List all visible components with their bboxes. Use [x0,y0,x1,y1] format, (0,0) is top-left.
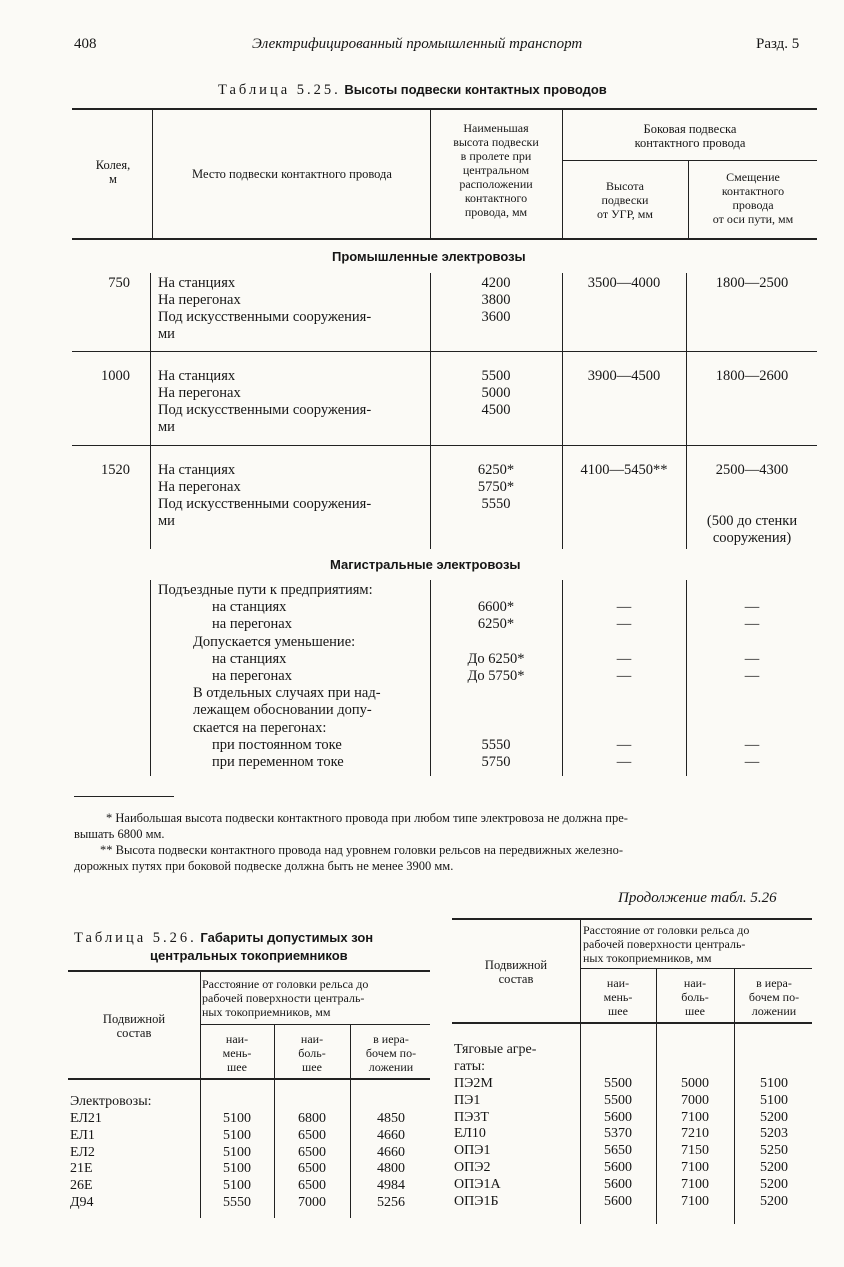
mainline-side-offset: — [744,650,760,667]
header-col-rule-1 [152,108,153,238]
header-col-rule-3 [562,108,563,238]
stock-name: ПЭ1 [454,1092,481,1108]
stock-value: 7100 [681,1176,709,1192]
min-height-value: 6250* [477,462,515,478]
mainline-side-offset: — [744,599,760,616]
stock-value: 5250 [760,1143,788,1159]
stock-value: 7000 [298,1195,326,1210]
place-line: Под искусственными сооружения- [158,496,372,512]
min-height-value: 5750* [477,479,515,495]
table-526-caption [74,930,373,947]
stock-value: 5500 [604,1092,632,1108]
mainline-label: Подъездные пути к предприятиям: [158,582,373,598]
header-side-height-line: от УГР, мм [597,207,653,221]
header-side-offset-line: провода [732,198,774,212]
t526l-top-rule [68,970,430,972]
mainline-side-height: — [616,599,632,616]
stock-value: 5550 [223,1195,251,1210]
stock-name: ЕЛ2 [70,1144,95,1160]
header-stock-line: Подвижной [102,1012,166,1026]
header-side-height-line: Высота [606,179,644,193]
running-title: Электрифицированный промышленный транспорт [252,36,583,52]
min-height-cell [432,368,560,419]
header-max-line: наи- [683,976,707,990]
place-line: На перегонах [158,479,241,495]
header-side-line: Боковая подвеска [643,122,737,136]
header-min-line: наи- [606,976,630,990]
header-max-line: боль- [298,1046,326,1060]
header-distance-line: ных токоприемников, мм [202,1005,331,1019]
stock-value: 5100 [760,1092,788,1108]
header-col-rule-4 [688,160,689,238]
header-stock-line: состав [498,972,534,986]
stock-name: ЕЛ1 [70,1127,95,1143]
mainline-side-height: — [616,754,632,770]
mainline-side-height: — [616,736,632,753]
side-offset-value [688,496,816,513]
header-min-line: шее [608,1004,628,1018]
body-col-rule-4 [686,273,687,549]
t526l-group-label: Электровозы: [70,1094,152,1109]
header-place: Место подвески контактного провода [192,167,392,181]
body-col-rule-1 [150,273,151,549]
stock-value: 6500 [298,1127,326,1143]
header-side-offset-line: от оси пути, мм [712,212,794,226]
side-height-cell: 3500—4000 [587,275,661,291]
stock-name: 21Е [70,1161,93,1177]
t526l-header-rule [68,1078,430,1080]
place-line: На станциях [158,368,236,384]
stock-value: 5200 [760,1176,788,1192]
place-cell [158,462,371,530]
header-side-offset-line: Смещение [726,170,780,184]
place-cell [158,368,371,436]
header-working-line: в иера- [756,976,792,990]
stock-value: 5000 [681,1076,709,1091]
mainline-label: на станциях [212,650,287,667]
header-min-height-line: в пролете при [460,149,532,163]
mainline-side-offset: — [744,616,760,633]
header-side-height-line: подвески [601,193,649,207]
header-min-line: мень- [603,990,633,1004]
t526l-header-distance [202,977,428,1019]
header-distance-line: ных токоприемников, мм [583,951,712,965]
stock-value: 6800 [298,1111,326,1126]
mainline-side-offset: — [744,754,760,770]
stock-value: 5600 [604,1109,632,1125]
side-header-rule [562,160,817,161]
stock-value: 5100 [223,1111,251,1126]
page-number: 408 [74,36,97,52]
body-col-rule-2 [430,273,431,549]
footnote-line: вышать 6800 мм. [74,827,165,841]
header-side-height [564,179,686,221]
t526r-header-distance [583,923,811,965]
t526r-sub-rule [580,968,812,969]
header-max-line: шее [685,1004,705,1018]
footnote-line: ** Высота подвески контактного провода над уровнем головки рельсов на передвижных железно- [100,843,623,857]
stock-name: ПЭ3Т [454,1109,489,1125]
stock-value: 5200 [760,1160,788,1175]
stock-value: 5100 [223,1161,251,1177]
header-min-line: мень- [222,1046,252,1060]
section-mainline: Магистральные электровозы [330,557,521,572]
min-height-cell [432,275,560,326]
min-height-value: 3800 [481,292,511,308]
stock-value: 5100 [223,1178,251,1194]
header-stock-line: Подвижной [484,958,548,972]
header-min-height-line: Наименьшая [463,121,529,135]
header-working-line: ложении [368,1060,414,1074]
place-line: На перегонах [158,385,241,401]
table-526-number: Таблица 5.26. [74,930,197,946]
mainline-col-rule-1 [150,580,151,776]
place-line: Под искусственными сооружения- [158,309,372,325]
stock-name: ОПЭ2 [454,1160,491,1175]
mainline-label: на перегонах [212,668,292,684]
min-height-value: 5500 [481,368,511,384]
group-rule-2 [72,445,817,446]
header-min-height-line: расположении [459,177,533,191]
t526l-col-rule-1 [200,970,201,1218]
stock-value: 5600 [604,1193,632,1209]
header-distance-line: Расстояние от головки рельса до [583,923,750,937]
header-col-rule-2 [430,108,431,238]
stock-value: 5500 [604,1076,632,1091]
header-min-height-line: центральном [462,163,530,177]
header-min-height-line: контактного [464,191,528,205]
header-min-height-line: провода, мм [464,205,528,219]
stock-value: 5203 [760,1126,788,1142]
stock-value: 5256 [377,1195,405,1210]
header-distance-line: рабочей поверхности централь- [202,991,365,1005]
table-525-header-rule [72,238,817,240]
mainline-height: 6600* [477,599,515,616]
side-offset-value: 2500—4300 [715,462,789,478]
header-max-line: наи- [300,1032,324,1046]
stock-name: 26Е [70,1178,93,1194]
mainline-label: при постоянном токе [212,736,342,753]
mainline-col-rule-4 [686,580,687,776]
side-offset-value: (500 до стенки [706,513,798,529]
group-rule-1 [72,351,817,352]
header-min-line: шее [227,1060,247,1074]
stock-name: ПЭ2М [454,1076,493,1091]
min-height-value: 4200 [481,275,511,291]
stock-value: 7100 [681,1193,709,1209]
stock-name: ОПЭ1 [454,1143,491,1159]
min-height-value: 5550 [481,496,511,512]
section-industrial: Промышленные электровозы [332,249,526,264]
stock-value: 5370 [604,1126,632,1142]
stock-name: ОПЭ1Б [454,1193,499,1209]
header-side-offset-line: контактного [721,184,785,198]
mainline-height: До 6250* [467,650,525,667]
t526l-header-stock [70,1012,198,1040]
mainline-side-height: — [616,668,632,684]
mainline-label: Допускается уменьшение: [193,633,356,650]
stock-value: 7000 [681,1092,709,1108]
header-side-offset [690,170,816,226]
header-working-line: в иера- [373,1032,409,1046]
table-526-continuation: Продолжение табл. 5.26 [618,890,777,906]
mainline-label: на станциях [212,599,287,616]
footnote-rule [74,796,174,797]
t526r-header-max [658,976,732,1018]
mainline-col-rule-2 [430,580,431,776]
t526r-group-label-1: Тяговые агре- [454,1042,537,1057]
header-working-line: бочем по- [365,1046,417,1060]
header-distance-line: рабочей поверхности централь- [583,937,746,951]
mainline-col-rule-3 [562,580,563,776]
header-max-line: боль- [681,990,709,1004]
section-label: Разд. 5 [756,36,800,52]
table-526-title-line2: центральных токоприемников [150,948,348,963]
stock-name: Д94 [70,1195,94,1210]
stock-value: 5100 [223,1127,251,1143]
mainline-side-height: — [616,616,632,633]
body-col-rule-3 [562,273,563,549]
gauge-cell: 1520 [101,462,130,478]
stock-name: ОПЭ1А [454,1176,501,1192]
place-line: ми [158,326,175,342]
mainline-height: До 5750* [467,668,525,684]
stock-value: 7150 [681,1143,709,1159]
gauge-cell: 1000 [101,368,130,384]
side-offset-cell [688,368,816,385]
table-525-top-rule [72,108,817,110]
stock-value: 5200 [760,1109,788,1125]
side-offset-cell [688,462,816,547]
stock-value: 5200 [760,1193,788,1209]
stock-value: 7100 [681,1160,709,1175]
table-525-number: Таблица 5.25. [218,82,341,98]
stock-value: 4660 [377,1127,405,1143]
footnote-line: дорожных путях при боковой подвеске должна быть не менее 3900 мм. [74,859,454,873]
side-offset-value: 1800—2500 [715,275,789,291]
stock-name: ЕЛ10 [454,1126,486,1142]
side-offset-value: 1800—2600 [715,368,789,384]
table-525-title: Высоты подвески контактных проводов [344,82,607,97]
t526l-col-rule-2 [274,1024,275,1218]
stock-value: 7210 [681,1126,709,1142]
mainline-height: 6250* [477,616,515,633]
min-height-value: 3600 [481,309,511,325]
t526l-sub-rule [200,1024,430,1025]
stock-value: 5100 [223,1144,251,1160]
side-offset-value: сооружения) [712,530,792,546]
min-height-cell [432,462,560,513]
stock-value: 7100 [681,1109,709,1125]
t526r-top-rule [452,918,812,920]
table-525-caption [218,82,607,99]
header-side-line: контактного провода [634,136,746,150]
header-min-line: наи- [225,1032,249,1046]
t526r-header-rule [452,1022,812,1024]
side-offset-value [688,479,816,496]
t526r-col-rule-3 [734,968,735,1224]
place-cell [158,275,371,343]
t526l-header-max [276,1032,348,1074]
mainline-label: лежащем обосновании допу- [193,702,372,719]
stock-value: 4984 [377,1178,405,1194]
place-line: Под искусственными сооружения- [158,402,372,418]
stock-value: 4660 [377,1144,405,1160]
gauge-cell: 750 [108,275,130,291]
t526l-header-working [352,1032,430,1074]
place-line: ми [158,419,175,435]
t526l-header-min [202,1032,272,1074]
header-distance-line: Расстояние от головки рельса до [202,977,369,991]
stock-value: 5600 [604,1176,632,1192]
header-max-line: шее [302,1060,322,1074]
stock-value: 6500 [298,1144,326,1160]
side-offset-cell [688,275,816,292]
t526r-header-min [582,976,654,1018]
t526r-col-rule-2 [656,968,657,1224]
stock-value: 5600 [604,1160,632,1175]
table-526-title-line1: Габариты допустимых зон [200,930,374,945]
mainline-label: скается на перегонах: [193,719,327,736]
stock-name: ЕЛ21 [70,1111,102,1126]
header-side-suspension [564,122,816,150]
stock-value: 6500 [298,1161,326,1177]
header-stock-line: состав [116,1026,152,1040]
header-working-line: ложении [751,1004,797,1018]
footnote-line: * Наибольшая высота подвески контактного провода при любом типе электровоза не должна пре- [106,811,628,825]
t526r-header-working [736,976,812,1018]
mainline-label: на перегонах [212,616,292,633]
place-line: На станциях [158,462,236,478]
place-line: ми [158,513,175,529]
header-min-height-line: высота подвески [453,135,539,149]
mainline-height: 5550 [481,736,511,753]
header-working-line: бочем по- [748,990,800,1004]
stock-value: 6500 [298,1178,326,1194]
t526l-col-rule-3 [350,1024,351,1218]
stock-value: 4800 [377,1161,405,1177]
side-height-cell: 3900—4500 [587,368,661,384]
mainline-label: В отдельных случаях при над- [193,685,381,702]
t526r-group-label-2: гаты: [454,1059,486,1074]
stock-value: 5100 [760,1076,788,1091]
stock-value: 5650 [604,1143,632,1159]
min-height-value: 4500 [481,402,511,418]
mainline-side-height: — [616,650,632,667]
header-gauge: Колея, м [95,158,131,186]
header-min-height [432,121,560,219]
place-line: На станциях [158,275,236,291]
min-height-value: 5000 [481,385,511,401]
mainline-label: при переменном токе [212,754,344,770]
mainline-side-offset: — [744,736,760,753]
t526r-col-rule-1 [580,918,581,1224]
stock-value: 4850 [377,1111,405,1126]
side-height-cell: 4100—5450** [580,462,668,478]
place-line: На перегонах [158,292,241,308]
t526r-header-stock [454,958,578,986]
mainline-side-offset: — [744,668,760,684]
mainline-height: 5750 [481,754,511,770]
